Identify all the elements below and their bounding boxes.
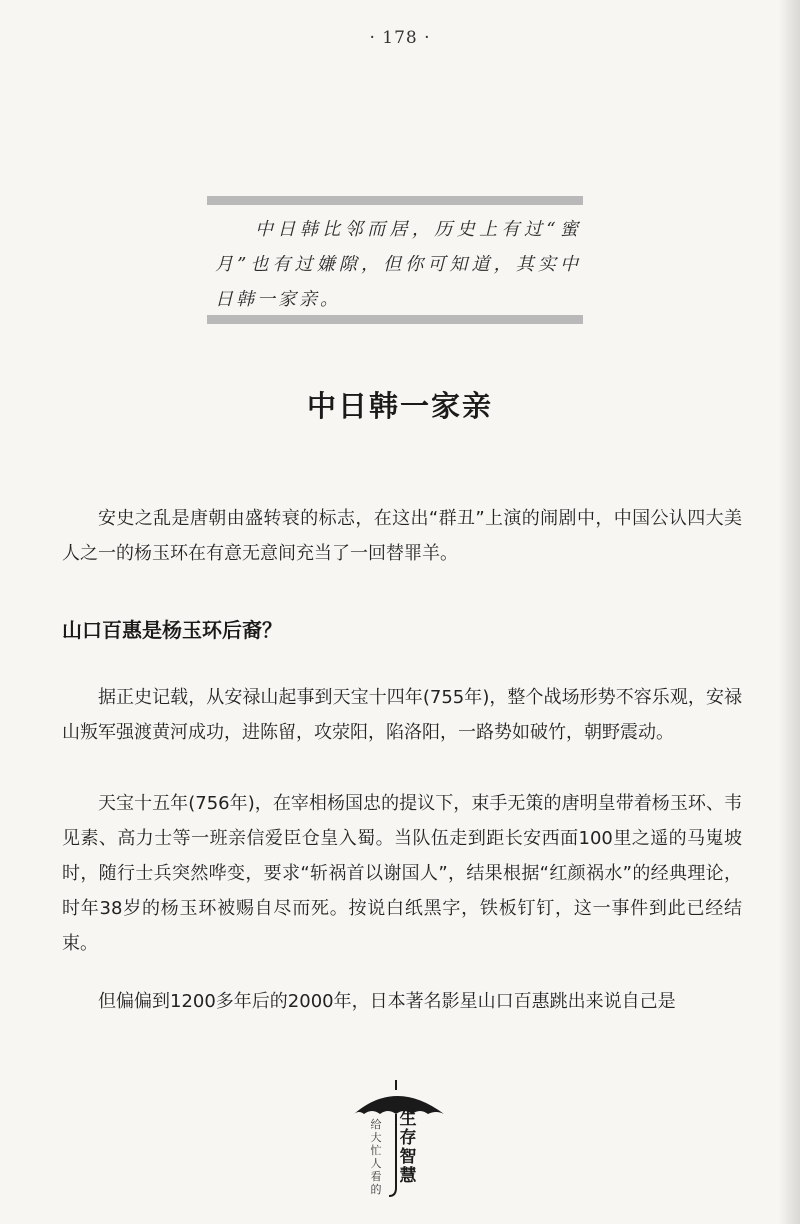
- series-logo: [350, 1080, 460, 1200]
- page-number: · 178 ·: [369, 28, 431, 48]
- logo-big-text: 生存智慧: [399, 1109, 417, 1186]
- abstract-bottom-bar: [207, 315, 583, 324]
- body-paragraph-2: 天宝十五年(756年)，在宰相杨国忠的提议下，束手无策的唐明皇带着杨玉环、韦见素、高力士等一班亲信爱臣仓皇入蜀。当队伍走到距长安西面100里之遥的马嵬坡时，随行士兵突然哗变，要求“斩祸首以谢国人”，结果根据“红颜祸水”的经典理论，时年38岁的杨玉环被赐自尽而死。按说白纸黑字，铁板钉钉，这一事件到此已经结束。: [62, 793, 742, 954]
- abstract-text: 中日韩比邻而居，历史上有过“蜜月”也有过嫌隙，但你可知道，其实中日韩一家亲。: [215, 219, 581, 310]
- article-title: 中日韩一家亲: [306, 389, 493, 423]
- intro-paragraph: 安史之乱是唐朝由盛转衰的标志，在这出“群丑”上演的闹剧中，中国公认四大美人之一的杨玉环在有意无意间充当了一回替罪羊。: [62, 508, 742, 564]
- abstract-top-bar: [207, 196, 583, 205]
- body-paragraph-1: 据正史记载，从安禄山起事到天宝十四年(755年)，整个战场形势不容乐观，安禄山叛军强渡黄河成功，进陈留，攻荥阳，陷洛阳，一路势如破竹，朝野震动。: [62, 687, 742, 743]
- logo-small-text: 给大忙人看的: [370, 1118, 382, 1196]
- body-paragraph-3: 但偏偏到1200多年后的2000年，日本著名影星山口百惠跳出来说自己是: [98, 991, 676, 1012]
- section-heading: 山口百惠是杨玉环后裔？: [62, 618, 282, 642]
- abstract-box: [207, 196, 583, 324]
- page-edge-shadow: [778, 0, 800, 1224]
